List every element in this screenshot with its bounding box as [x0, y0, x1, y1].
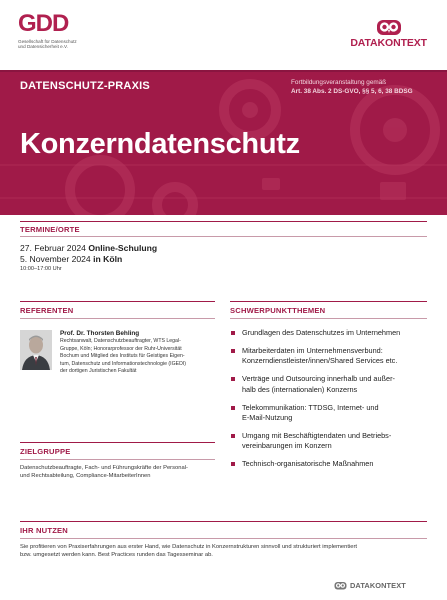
topics-list: [230, 328, 430, 477]
topic-line: Konzerndienstleister/innen/Shared Services etc.: [242, 356, 398, 366]
nutzen-heading: IHR NUTZEN: [20, 526, 68, 535]
topic-line: Umgang mit Beschäftigtendaten und Betriebs-: [242, 430, 392, 440]
section-divider: [20, 521, 427, 522]
section-divider: [20, 301, 215, 302]
speaker-photo: [20, 330, 52, 370]
section-divider: [20, 442, 215, 443]
speaker-portrait-image: [20, 330, 52, 370]
gdd-logo-subtitle: [18, 39, 113, 50]
zielgruppe-text: [20, 464, 210, 481]
schwerpunkte-heading: SCHWERPUNKTTHEMEN: [230, 306, 326, 315]
termin-date: 5. November 2024: [20, 254, 91, 264]
legal-note-line: Fortbildungsveranstaltung gemäß: [291, 79, 387, 86]
topic-line: halb des (internationalen) Konzerns: [242, 384, 358, 394]
termin-place: in Köln: [93, 254, 123, 264]
datakontext-wordmark: DATAKONTEXT: [350, 37, 427, 49]
topic-item: [230, 374, 430, 395]
topic-item: [230, 459, 430, 469]
zielgruppe-line: Datenschutzbeauftragte, Fach- und Führungskräfte der Personal-: [20, 465, 188, 471]
footer-datakontext-logo: [334, 581, 406, 590]
topic-item: [230, 403, 430, 424]
speaker-desc-line: Gruppe, Köln; Honorarprofessor der Ruhr-Universität: [60, 345, 182, 352]
topic-line: Telekommunikation: TTDSG, Internet- und: [242, 402, 379, 412]
gdd-subtitle-line: und Datensicherheit e.V.: [18, 44, 68, 50]
speaker-name: Prof. Dr. Thorsten Behling: [60, 330, 140, 337]
termin-entry: [20, 254, 157, 265]
footer-wordmark: DATAKONTEXT: [350, 581, 406, 590]
section-divider: [20, 236, 427, 237]
termine-block: [20, 243, 157, 274]
referenten-heading: REFERENTEN: [20, 306, 74, 315]
termin-date: 27. Februar 2024: [20, 243, 86, 253]
datakontext-logo: [350, 18, 427, 49]
page-title: Konzerndatenschutz: [20, 128, 300, 160]
topic-item: [230, 431, 430, 452]
speaker-desc-line: Rechtsanwalt, Datenschutzbeauftragter, WTS Legal-: [60, 338, 181, 344]
nutzen-line: bzw. umgesetzt werden kann. Best Practices runden das Tagesseminar ab.: [20, 552, 213, 559]
topic-item: [230, 328, 430, 338]
gdd-subtitle-line: Gesellschaft für Datenschutz: [18, 39, 77, 44]
owl-icon: [334, 581, 347, 590]
gdd-logo: [18, 12, 113, 50]
hero-legal-note: [291, 78, 427, 96]
zielgruppe-line: und Rechtsabteilung, Compliance-MitarbeiterInnen: [20, 473, 151, 480]
topic-line: Technisch-organisatorische Maßnahmen: [242, 459, 374, 469]
section-divider: [20, 459, 215, 460]
topic-line: E-Mail-Nutzung: [242, 412, 293, 422]
topic-line: Verträge und Outsourcing innerhalb und außer-: [242, 374, 395, 384]
section-divider: [20, 221, 427, 222]
section-divider: [20, 318, 215, 319]
speaker-desc-line: tum, Datenschutz und Informationstechnologie (IGEDI): [60, 360, 187, 367]
nutzen-text: [20, 543, 430, 560]
nutzen-line: Sie profitieren von Praxiserfahrungen aus erster Hand, wie Datenschutz in Konzernstrukturen sinnvoll und strukturiert implementiert: [20, 544, 358, 550]
termin-entry: [20, 243, 157, 254]
hero-banner: [0, 70, 447, 215]
hero-category: DATENSCHUTZ-PRAXIS: [20, 80, 150, 92]
speaker-desc-line: der dortigen Juristischen Fakultät: [60, 368, 137, 375]
termin-place: Online-Schulung: [88, 243, 158, 253]
speaker-description: [60, 338, 210, 376]
zielgruppe-heading: ZIELGRUPPE: [20, 447, 71, 456]
section-divider: [230, 318, 427, 319]
legal-note-line: Art. 38 Abs. 2 DS-GVO, §§ 5, 6, 38 BDSG: [291, 88, 413, 95]
termine-heading: TERMINE/ORTE: [20, 225, 80, 234]
topic-line: vereinbarungen im Konzern: [242, 441, 332, 451]
speaker-info: [60, 330, 210, 376]
gdd-logo-mark: GDD: [18, 10, 69, 37]
speaker-desc-line: Bochum und Mitglied des Instituts für Geistiges Eigen-: [60, 353, 185, 360]
section-divider: [20, 538, 427, 539]
topic-item: [230, 346, 430, 367]
section-divider: [230, 301, 427, 302]
termin-time: 10:00–17:00 Uhr: [20, 266, 62, 272]
topic-line: Grundlagen des Datenschutzes im Unternehmen: [242, 328, 401, 337]
topic-line: Mitarbeiterdaten im Unternehmensverbund:: [242, 345, 383, 355]
owl-icon: [376, 18, 402, 36]
